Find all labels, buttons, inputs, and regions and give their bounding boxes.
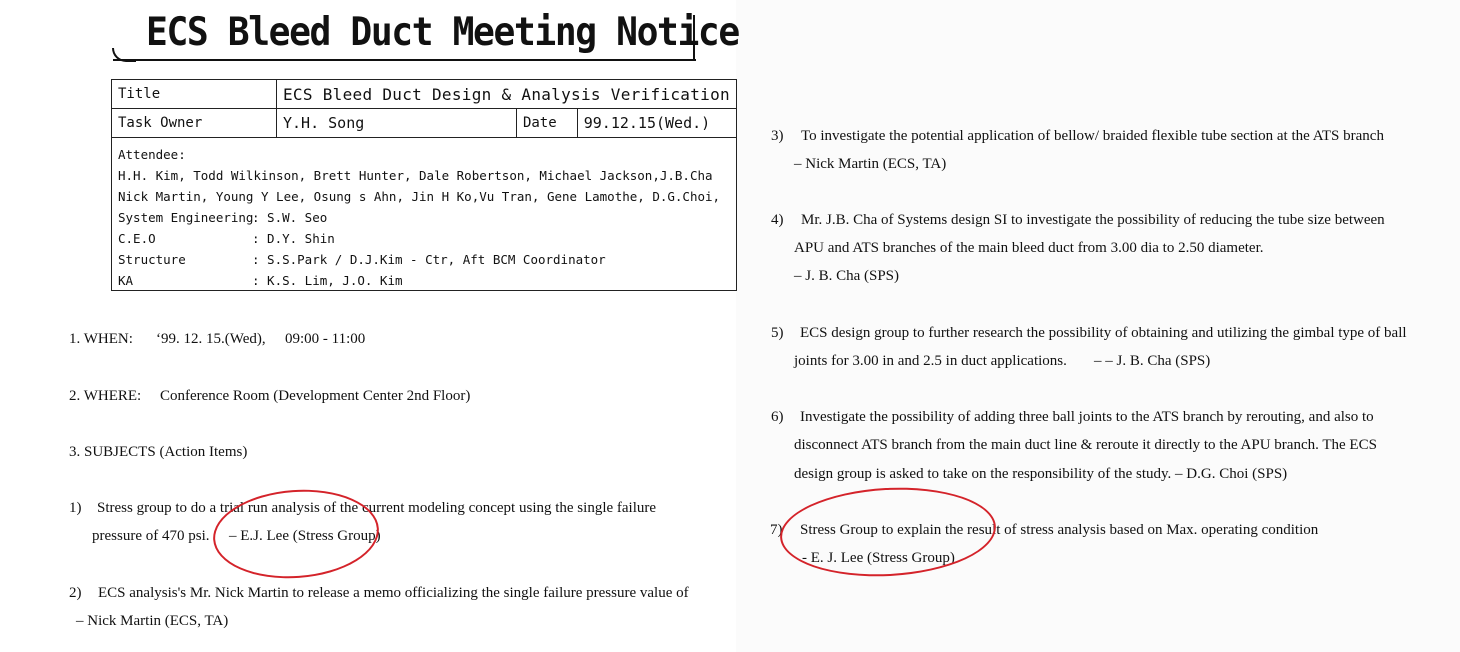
item-4-line-1: Mr. J.B. Cha of Systems design SI to investigate the possibility of reducing the tube size between — [801, 212, 1385, 228]
attendee-line: Nick Martin, Young Y Lee, Osung s Ahn, Jin H Ko,Vu Tran, Gene Lamothe, D.G.Choi, — [118, 189, 721, 204]
item-1-line-2: pressure of 470 psi. — [92, 528, 210, 544]
item-number: 7) — [770, 522, 783, 538]
when-date: ‘99. 12. 15.(Wed), — [156, 331, 266, 347]
item-number: 2) — [69, 585, 82, 601]
item-number: 1) — [69, 500, 82, 516]
role-value: : S.S.Park / D.J.Kim - Ctr, Aft BCM Coordinator — [252, 252, 606, 267]
item-number: 4) — [771, 212, 784, 228]
item-4-line-2: APU and ATS branches of the main bleed duct from 3.00 dia to 2.50 diameter. — [794, 240, 1264, 256]
role-value: : K.S. Lim, J.O. Kim — [252, 273, 403, 288]
item-7-owner: - E. J. Lee (Stress Group) — [802, 550, 955, 566]
item-number: 5) — [771, 325, 784, 341]
where-label: 2. WHERE: — [69, 388, 142, 404]
role-label: System Engineering — [118, 210, 254, 225]
item-1-line-1: Stress group to do a trial run analysis of the current modeling concept using the single failure — [97, 500, 657, 516]
when-label: 1. WHEN: — [69, 331, 133, 347]
item-number: 6) — [771, 409, 784, 425]
notice-title: ECS Bleed Duct Meeting Notice — [146, 10, 739, 55]
title-underline — [113, 59, 696, 61]
item-3-owner: – Nick Martin (ECS, TA) — [794, 156, 947, 172]
item-6-line-2: disconnect ATS branch from the main duct line & reroute it directly to the APU branch. The ECS — [794, 437, 1377, 453]
item-5-line-1: ECS design group to further research the possibility of obtaining and utilizing the gimbal type of ball — [800, 325, 1407, 341]
item-2-line-1: ECS analysis's Mr. Nick Martin to release a memo officializing the single failure pressure value of — [98, 585, 689, 601]
item-6-line-3: design group is asked to take on the responsibility of the study. – D.G. Choi (SPS) — [794, 466, 1288, 482]
owner-label: Task Owner — [112, 109, 277, 138]
role-label: KA — [118, 273, 134, 288]
when-time: 09:00 - 11:00 — [285, 331, 366, 347]
attendee-label: Attendee: — [118, 147, 186, 162]
role-value: : S.W. Seo — [252, 210, 328, 225]
where-value: Conference Room (Development Center 2nd Floor) — [160, 388, 471, 404]
item-7-line-1: Stress Group to explain the result of stress analysis based on Max. operating condition — [800, 522, 1319, 538]
item-number: 3) — [771, 128, 784, 144]
owner-value: Y.H. Song — [277, 109, 517, 138]
role-label: Structure — [118, 252, 186, 267]
item-5-line-2: joints for 3.00 in and 2.5 in duct applications. — [794, 353, 1067, 369]
item-4-owner: – J. B. Cha (SPS) — [794, 268, 900, 284]
title-value: ECS Bleed Duct Design & Analysis Verification — [277, 80, 737, 109]
date-label: Date — [516, 109, 577, 138]
title-label: Title — [112, 80, 277, 109]
item-3-line-1: To investigate the potential application of bellow/ braided flexible tube section at the ATS branch — [801, 128, 1384, 144]
item-1-owner: – E.J. Lee (Stress Group) — [229, 528, 381, 544]
role-label: C.E.O — [118, 231, 156, 246]
role-value: : D.Y. Shin — [252, 231, 335, 246]
subjects-heading: 3. SUBJECTS (Action Items) — [69, 444, 248, 460]
date-value: 99.12.15(Wed.) — [577, 109, 736, 138]
item-2-owner: – Nick Martin (ECS, TA) — [76, 613, 229, 629]
item-6-line-1: Investigate the possibility of adding three ball joints to the ATS branch by rerouting, and also to — [800, 409, 1374, 425]
attendee-line: H.H. Kim, Todd Wilkinson, Brett Hunter, Dale Robertson, Michael Jackson,J.B.Cha — [118, 168, 713, 183]
title-right-bar — [693, 15, 695, 61]
item-5-owner: – – J. B. Cha (SPS) — [1094, 353, 1211, 369]
